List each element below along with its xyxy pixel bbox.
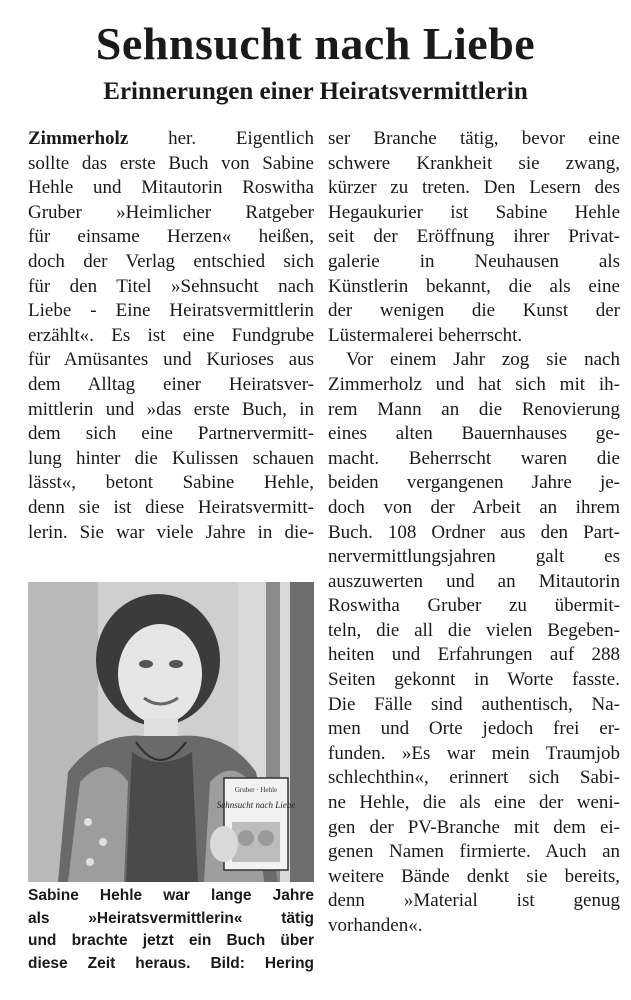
text-line: für Amüsantes und Kurioses aus	[28, 349, 314, 371]
text-line: lässt«, betont Sabine Hehle,	[28, 472, 314, 494]
text-line: Hegaukurier ist Sabine Hehle	[328, 201, 620, 223]
left-column	[28, 127, 314, 545]
text-line: nervermittlungsjahren galt es	[328, 546, 620, 568]
text-line: auszuwerten und an Mitautorin	[328, 570, 620, 592]
text-line: doch der Verlag entschied sich	[28, 250, 314, 272]
text-line: Zimmerholz und hat sich mit ih-	[328, 373, 620, 395]
caption-line: und brachte jetzt ein Buch über	[28, 932, 314, 949]
text-line: der wenigen die Kunst der	[328, 300, 620, 322]
text-line: dem sich eine Partnervermitt-	[28, 423, 314, 445]
text-line: genen Namen firmierte. Auch an	[328, 841, 620, 863]
text-line: macht. Beherrscht waren die	[328, 447, 620, 469]
text-line: denn sie ist diese Heiratsvermitt-	[28, 496, 314, 518]
article-photo	[28, 582, 314, 882]
caption-line: als »Heiratsvermittlerin« tätig	[28, 909, 314, 927]
text-line: Lüstermalerei beherrscht.	[328, 324, 523, 346]
text-line: Liebe - Eine Heiratsvermittlerin	[28, 300, 314, 322]
caption-line: Sabine Hehle war lange Jahre	[28, 887, 314, 904]
text-line: vorhanden«.	[328, 915, 423, 936]
text-line: ne Hehle, die als eine der weni-	[328, 792, 620, 814]
book-title: Sehnsucht nach Liebe	[216, 800, 296, 810]
text-line: kürzer zu treten. Den Lesern des	[328, 177, 620, 199]
text-line: rem Mann an die Renovierung	[328, 398, 620, 420]
text-line: weitere Bände denkt sie bereits,	[328, 865, 620, 887]
text-line: schwere Krankheit sie zwang,	[328, 152, 620, 174]
text-line: Die Fälle sind authentisch, Na-	[328, 693, 620, 715]
text-line: sollte das erste Buch von Sabine	[28, 152, 314, 174]
text-line: Buch. 108 Ordner aus den Part-	[328, 521, 620, 543]
text-line: teln, die all die vielen Begeben-	[328, 619, 620, 641]
text-line: mittlerin und »das erste Buch, in	[28, 398, 314, 420]
text-line: dem Alltag einer Heiratsver-	[28, 373, 314, 395]
text-line: lerin. Sie war viele Jahre in die-	[28, 521, 314, 543]
text-line: für einsame Herzen« heißen,	[28, 226, 314, 248]
photo-caption	[28, 885, 314, 975]
text-line: erzählt«. Es ist eine Fundgrube	[28, 324, 314, 346]
dateline: Zimmerholz	[28, 128, 129, 149]
text-line: Hehle und Mitautorin Roswitha	[28, 177, 314, 199]
text-line: gen der PV-Branche mit dem ei-	[328, 816, 620, 838]
text-fragment: her. Eigentlich	[128, 128, 314, 149]
text-line	[28, 127, 314, 152]
portrait-photo	[28, 582, 314, 882]
caption-line: diese Zeit heraus. Bild: Hering	[28, 954, 314, 972]
text-line: beiden vergangenen Jahre je-	[328, 472, 620, 494]
headline: Sehnsucht nach Liebe	[95, 18, 536, 69]
text-line: Künstlerin bekannt, die als eine	[328, 275, 620, 297]
text-line: doch von der Arbeit an ihrem	[328, 496, 620, 518]
text-line: für den Titel »Sehnsucht nach	[28, 275, 314, 297]
text-line: heiten und Erfahrungen auf 288	[328, 644, 620, 666]
text-line: denn »Material ist genug	[328, 890, 620, 912]
text-line: galerie in Neuhausen als	[328, 250, 620, 272]
text-line: seit der Eröffnung ihrer Privat-	[328, 226, 620, 248]
book-author: Gruber · Hehle	[234, 786, 278, 794]
text-line: ser Branche tätig, bevor eine	[328, 128, 620, 149]
text-line: lung hinter die Kulissen schauen	[28, 447, 314, 469]
right-column	[328, 127, 620, 939]
text-line: men und Orte jedoch frei er-	[328, 718, 620, 740]
text-line: Vor einem Jahr zog sie nach	[346, 349, 620, 371]
text-line: eines alten Bauernhauses ge-	[328, 423, 620, 445]
text-line: Gruber »Heimlicher Ratgeber	[28, 201, 314, 223]
text-line: schlechthin«, erinnert sich Sabi-	[328, 767, 620, 789]
subheadline: Erinnerungen einer Heiratsvermittlerin	[103, 78, 528, 105]
text-line: Seiten gekonnt in Worte fasste.	[328, 669, 620, 691]
text-line: Roswitha Gruber zu übermit-	[328, 595, 620, 617]
text-line: funden. »Es war mein Traumjob	[328, 742, 620, 764]
